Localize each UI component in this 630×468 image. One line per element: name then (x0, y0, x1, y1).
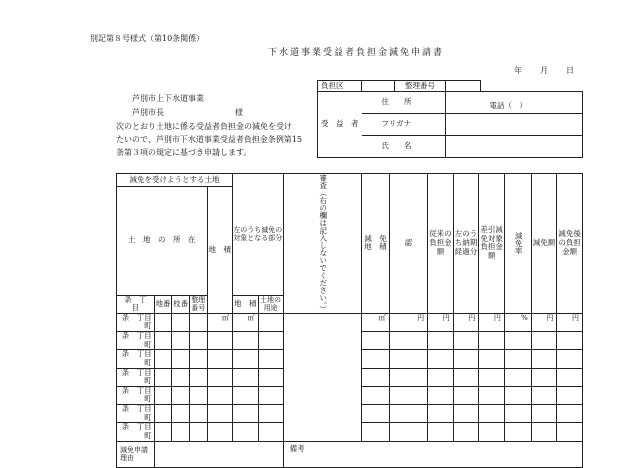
ref-cell[interactable] (190, 313, 208, 331)
area-header: 地 積 (207, 187, 233, 314)
reduction-cell (531, 332, 557, 350)
row-label: 条 丁目 町 (117, 368, 155, 386)
reduced-area-cell (362, 423, 389, 441)
furigana-label: フリガナ (362, 114, 446, 136)
original-cell (428, 386, 454, 404)
lot-header: 地番 (154, 295, 172, 313)
lot-cell[interactable] (154, 350, 172, 368)
reduced-area-cell (362, 368, 389, 386)
branch-cell[interactable] (172, 368, 190, 386)
original-cell (428, 405, 454, 423)
overdue-cell (453, 368, 479, 386)
area-cell[interactable]: ㎡ (207, 313, 233, 331)
district-label: 負担区 (318, 81, 362, 92)
original-cell (428, 423, 454, 441)
overdue-cell (453, 405, 479, 423)
original-cell (428, 332, 454, 350)
ref-cell[interactable] (190, 386, 208, 404)
after-cell (557, 332, 583, 350)
address-label: 住 所 (362, 92, 446, 114)
use-cell[interactable] (258, 332, 283, 350)
reduction-cell (531, 405, 557, 423)
after-cell (557, 368, 583, 386)
body-text-line1: 次のとおり土地に係る受益者負担金の減免を受け (116, 122, 292, 131)
rate-cell (504, 332, 531, 350)
approval-cell (389, 386, 428, 404)
rate-cell (504, 423, 531, 441)
reduced-area-cell (362, 405, 389, 423)
approval-cell: 円 (389, 313, 428, 331)
lot-cell[interactable] (154, 423, 172, 441)
branch-cell[interactable] (172, 386, 190, 404)
area-cell[interactable] (207, 350, 233, 368)
page-title: 下水道事業受益者負担金減免申請書 (268, 48, 445, 58)
row-label: 条 丁目 町 (117, 405, 155, 423)
reason-label: 減免申請理由 (117, 441, 155, 467)
area2-cell[interactable]: ㎡ (233, 313, 259, 331)
group-land-header: 減免を受けようとする土地 (117, 174, 233, 187)
target-cell (479, 368, 505, 386)
review-column (283, 313, 362, 441)
target-cell (479, 350, 505, 368)
row-label: 条 丁目 町 (117, 313, 155, 331)
reduced-area-cell: ㎡ (362, 313, 389, 331)
use-header: 土地の用途 (258, 295, 283, 313)
overdue-cell (453, 332, 479, 350)
row-label: 条 丁目 町 (117, 386, 155, 404)
reason-field[interactable] (154, 441, 283, 467)
overdue-cell (453, 423, 479, 441)
lot-cell[interactable] (154, 313, 172, 331)
lot-cell[interactable] (154, 332, 172, 350)
overdue-cell (453, 386, 479, 404)
reduced-area-cell (362, 332, 389, 350)
group-portion-header: 左のうち減免の対象となる部分 (233, 174, 284, 296)
header-reduction-amount: 減免額 (531, 174, 557, 314)
row-label: 条 丁目 町 (117, 423, 155, 441)
header-after-amount: 減免後の負担金額 (557, 174, 583, 314)
review-header: 審査（右の欄は記入しないでください。） (283, 174, 362, 314)
header-reduced-area: 減 免 地 積 (362, 174, 389, 314)
ref-cell[interactable] (190, 405, 208, 423)
addressee-line2: 芦別市長 (132, 108, 164, 117)
form-number: 別記第８号様式（第10条関係） (90, 34, 205, 43)
body-text-line2: たいので、芦別市下水道事業受益者負担金条例第15 (116, 135, 303, 144)
phone-label: 電話（ ） (489, 101, 527, 111)
use-cell[interactable] (258, 423, 283, 441)
area-cell[interactable] (207, 368, 233, 386)
date-day: 日 (566, 66, 574, 75)
area2-cell[interactable] (233, 332, 259, 350)
header-rate: 減免率 (504, 174, 531, 314)
number-label: 整理番号 (395, 81, 446, 92)
after-cell (557, 423, 583, 441)
approval-cell (389, 332, 428, 350)
ref-cell[interactable] (190, 332, 208, 350)
name-field[interactable] (446, 136, 583, 158)
branch-cell[interactable] (172, 350, 190, 368)
rate-cell (504, 350, 531, 368)
body-text-line3: 条第３項の規定に基づき申請します。 (116, 148, 252, 157)
branch-cell[interactable] (172, 405, 190, 423)
reduction-cell (531, 368, 557, 386)
after-cell: 円 (557, 313, 583, 331)
ref-cell[interactable] (190, 423, 208, 441)
remarks-field[interactable] (283, 441, 582, 467)
original-cell: 円 (428, 313, 454, 331)
date-year: 年 (514, 66, 522, 75)
remarks-label: 備考 (289, 443, 305, 453)
addressee-line1: 芦別市上下水道事業 (132, 94, 204, 103)
reduction-cell (531, 423, 557, 441)
area-cell[interactable] (207, 423, 233, 441)
area2-cell[interactable] (233, 386, 259, 404)
area2-cell[interactable] (233, 423, 259, 441)
use-cell[interactable] (258, 313, 283, 331)
target-cell (479, 332, 505, 350)
rate-cell: % (504, 313, 531, 331)
after-cell (557, 350, 583, 368)
header-overdue: 左のうち納期経過分 (453, 174, 479, 314)
area2-cell[interactable] (233, 368, 259, 386)
table-row (117, 313, 583, 331)
reduced-area-cell (362, 386, 389, 404)
after-cell (557, 386, 583, 404)
reduction-cell: 円 (531, 313, 557, 331)
district-value[interactable] (362, 81, 395, 92)
branch-cell[interactable] (172, 423, 190, 441)
approval-cell (389, 368, 428, 386)
reduction-cell (531, 386, 557, 404)
ref-cell[interactable] (190, 350, 208, 368)
target-cell (479, 423, 505, 441)
reduction-cell (531, 350, 557, 368)
number-value[interactable] (446, 81, 481, 92)
rate-cell (504, 405, 531, 423)
address-field[interactable] (446, 92, 583, 114)
area2-cell[interactable] (233, 405, 259, 423)
lot-cell[interactable] (154, 386, 172, 404)
ref-cell[interactable] (190, 368, 208, 386)
date-month: 月 (540, 66, 548, 75)
rate-cell (504, 386, 531, 404)
overdue-cell: 円 (453, 313, 479, 331)
area-cell[interactable] (207, 405, 233, 423)
addressee-honorific: 様 (235, 108, 243, 117)
lot-cell[interactable] (154, 368, 172, 386)
area-cell[interactable] (207, 386, 233, 404)
furigana-field[interactable] (446, 114, 583, 136)
approval-cell (389, 405, 428, 423)
branch-cell[interactable] (172, 332, 190, 350)
name-label: 氏 名 (362, 136, 446, 158)
branch-cell[interactable] (172, 313, 190, 331)
header-approval: 認 (389, 174, 428, 314)
land-table (116, 173, 583, 468)
row-label: 条 丁目 町 (117, 332, 155, 350)
approval-cell (389, 350, 428, 368)
location-header: 土 地 の 所 在 (117, 187, 208, 296)
area-cell[interactable] (207, 332, 233, 350)
row-label: 条 丁目 町 (117, 350, 155, 368)
chome-header: 条 丁 目 (117, 295, 155, 313)
overdue-cell (453, 350, 479, 368)
ref-no-header: 整理番号 (191, 296, 206, 313)
use-cell[interactable] (258, 368, 283, 386)
rate-cell (504, 368, 531, 386)
beneficiary-label: 受 益 者 (318, 92, 362, 158)
lot-cell[interactable] (154, 405, 172, 423)
area2-header: 地 積 (233, 295, 259, 313)
target-cell (479, 405, 505, 423)
target-cell (479, 386, 505, 404)
target-cell: 円 (479, 313, 505, 331)
header-original-amount: 従来の負担金額 (428, 174, 454, 314)
applicant-table (317, 80, 583, 158)
reduced-area-cell (362, 350, 389, 368)
header-target-amount: 差引減免対象負担金額 (479, 174, 505, 314)
area2-cell[interactable] (233, 350, 259, 368)
use-cell[interactable] (258, 350, 283, 368)
original-cell (428, 368, 454, 386)
original-cell (428, 350, 454, 368)
approval-cell (389, 423, 428, 441)
after-cell (557, 405, 583, 423)
use-cell[interactable] (258, 405, 283, 423)
use-cell[interactable] (258, 386, 283, 404)
branch-header: 枝番 (172, 295, 190, 313)
